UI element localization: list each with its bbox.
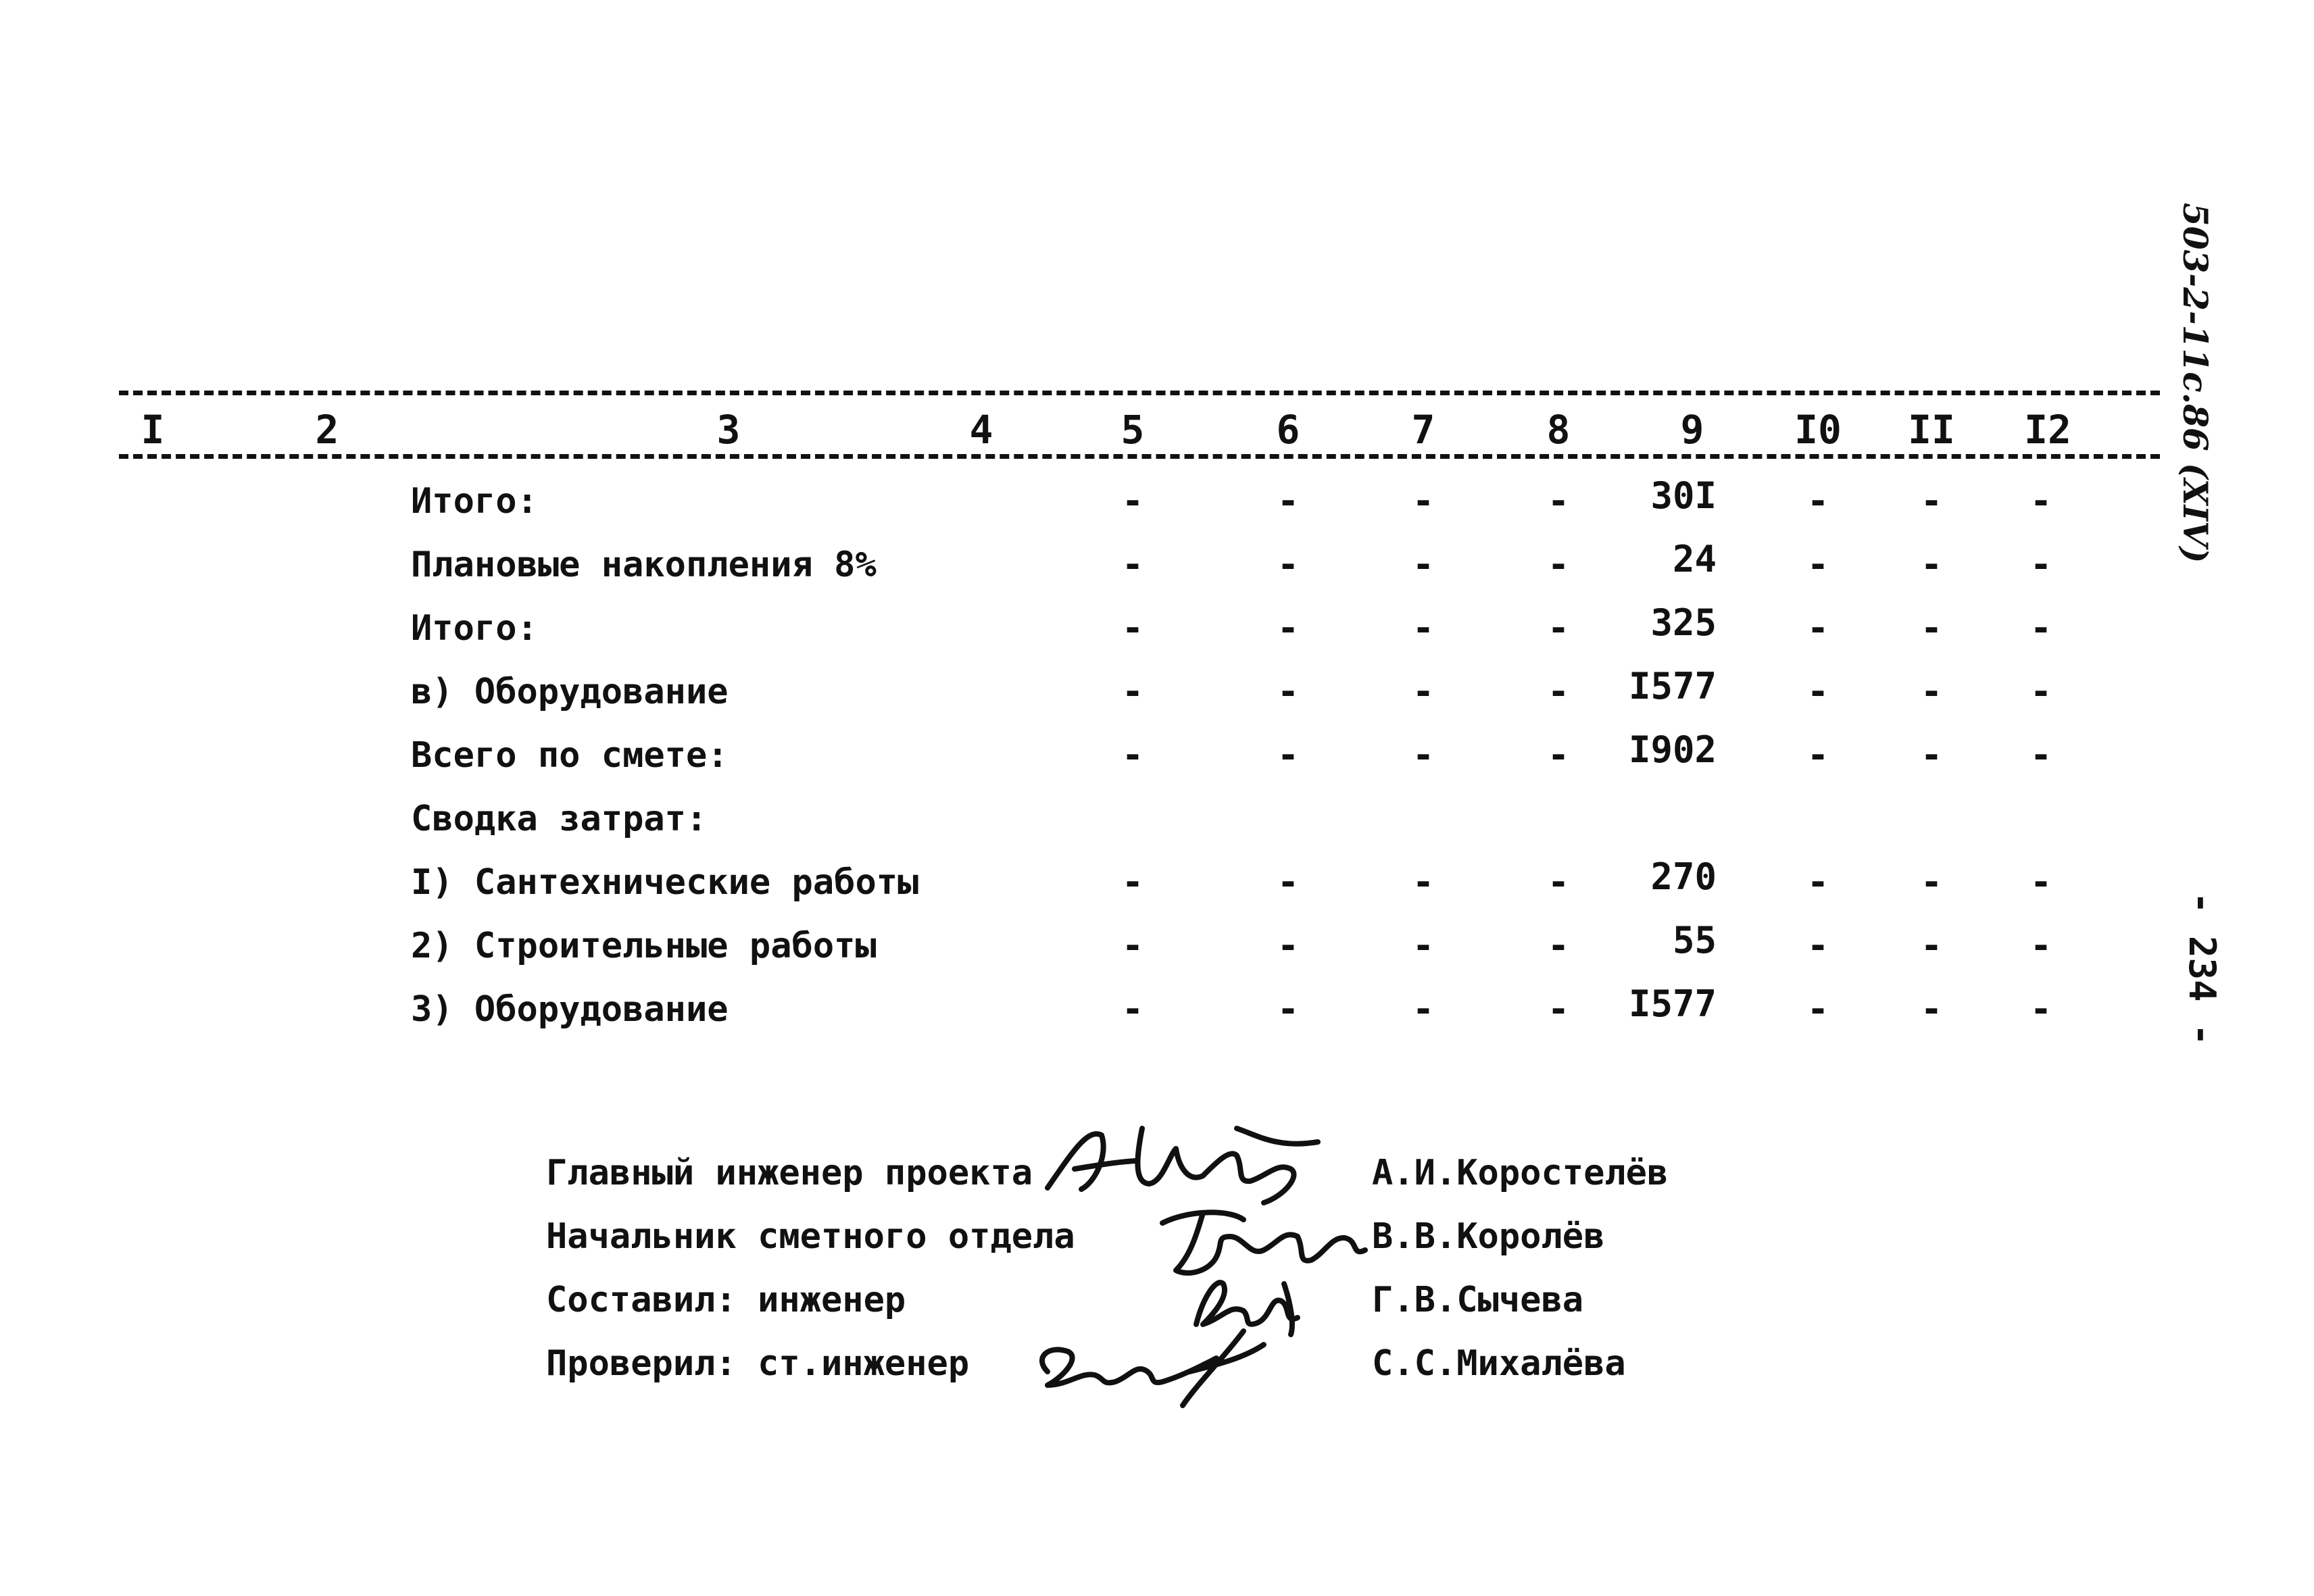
row-label: Итого: <box>411 608 538 649</box>
table-cell-col-10: - <box>1806 607 1829 649</box>
table-cell-col-7: - <box>1412 670 1435 713</box>
table-cell-col-5: - <box>1121 543 1144 586</box>
column-header-11: II <box>1908 407 1955 453</box>
table-cell-col-5: - <box>1121 924 1144 967</box>
column-header-2: 2 <box>315 407 339 453</box>
table-cell-col-6: - <box>1277 861 1300 903</box>
column-header-1: I <box>141 407 165 453</box>
table-cell-col-8: - <box>1547 988 1570 1030</box>
column-header-3: 3 <box>716 407 741 453</box>
page-number: - 234 - <box>2181 892 2223 1046</box>
table-cell-col-7: - <box>1412 924 1435 967</box>
table-cell-col-11: - <box>1920 670 1943 713</box>
table-cell-col-9: 24 <box>1672 538 1717 580</box>
table-cell-col-5: - <box>1121 670 1144 713</box>
column-header-5: 5 <box>1121 407 1145 453</box>
signature-name: А.И.Коростелёв <box>1372 1153 1669 1193</box>
row-label: Сводка затрат: <box>411 799 708 839</box>
signature-name: Г.В.Сычева <box>1372 1280 1584 1320</box>
table-cell-col-11: - <box>1920 988 1943 1030</box>
table-cell-col-10: - <box>1806 988 1829 1030</box>
row-label: в) Оборудование <box>411 672 729 712</box>
table-cell-col-10: - <box>1806 861 1829 903</box>
table-cell-col-11: - <box>1920 861 1943 903</box>
table-cell-col-10: - <box>1806 480 1829 522</box>
table-cell-col-6: - <box>1277 734 1300 776</box>
signature-role: Главный инженер проекта <box>546 1153 1033 1193</box>
table-cell-col-6: - <box>1277 670 1300 713</box>
column-header-8: 8 <box>1546 407 1571 453</box>
row-label: Всего по смете: <box>411 735 729 776</box>
signature-name: В.В.Королёв <box>1372 1216 1605 1257</box>
table-cell-col-5: - <box>1121 988 1144 1030</box>
row-label: Плановые накопления 8% <box>411 545 877 585</box>
table-cell-col-8: - <box>1547 861 1570 903</box>
table-cell-col-9: 55 <box>1672 919 1717 962</box>
table-cell-col-9: I577 <box>1628 665 1717 707</box>
table-cell-col-6: - <box>1277 480 1300 522</box>
row-label: 2) Строительные работы <box>411 926 877 966</box>
table-cell-col-7: - <box>1412 734 1435 776</box>
table-cell-col-10: - <box>1806 734 1829 776</box>
table-cell-col-8: - <box>1547 480 1570 522</box>
table-cell-col-9: I902 <box>1628 728 1717 771</box>
table-cell-col-11: - <box>1920 480 1943 522</box>
handwritten-signature-4 <box>1020 1318 1277 1412</box>
table-cell-col-12: - <box>2029 861 2052 903</box>
table-cell-col-6: - <box>1277 988 1300 1030</box>
table-cell-col-11: - <box>1920 543 1943 586</box>
table-cell-col-7: - <box>1412 988 1435 1030</box>
table-cell-col-11: - <box>1920 734 1943 776</box>
table-cell-col-5: - <box>1121 480 1144 522</box>
table-cell-col-10: - <box>1806 670 1829 713</box>
table-cell-col-5: - <box>1121 734 1144 776</box>
table-cell-col-12: - <box>2029 734 2052 776</box>
table-cell-col-7: - <box>1412 543 1435 586</box>
table-cell-col-8: - <box>1547 924 1570 967</box>
handwritten-signature-1 <box>1034 1108 1331 1210</box>
row-label: I) Сантехнические работы <box>411 862 919 903</box>
column-header-10: I0 <box>1794 407 1842 453</box>
signature-role: Начальник сметного отдела <box>546 1216 1075 1257</box>
column-header-12: I2 <box>2024 407 2071 453</box>
table-cell-col-9: 30I <box>1650 474 1717 517</box>
column-header-4: 4 <box>969 407 993 453</box>
table-cell-col-8: - <box>1547 607 1570 649</box>
signature-role: Проверил: ст.инженер <box>546 1343 970 1384</box>
table-cell-col-5: - <box>1121 861 1144 903</box>
header-rule-top <box>119 391 2160 395</box>
table-cell-col-11: - <box>1920 607 1943 649</box>
table-cell-col-6: - <box>1277 543 1300 586</box>
table-cell-col-12: - <box>2029 480 2052 522</box>
table-cell-col-10: - <box>1806 543 1829 586</box>
table-cell-col-9: 325 <box>1650 601 1717 644</box>
table-cell-col-12: - <box>2029 988 2052 1030</box>
table-cell-col-6: - <box>1277 607 1300 649</box>
row-label: Итого: <box>411 481 538 522</box>
table-cell-col-7: - <box>1412 480 1435 522</box>
table-cell-col-8: - <box>1547 734 1570 776</box>
table-cell-col-10: - <box>1806 924 1829 967</box>
table-cell-col-11: - <box>1920 924 1943 967</box>
table-cell-col-8: - <box>1547 543 1570 586</box>
signature-name: С.С.Михалёва <box>1372 1343 1626 1384</box>
table-cell-col-12: - <box>2029 543 2052 586</box>
table-cell-col-7: - <box>1412 607 1435 649</box>
document-code: 503-2-11с.86 (XIV) <box>2175 203 2215 564</box>
table-cell-col-6: - <box>1277 924 1300 967</box>
table-cell-col-7: - <box>1412 861 1435 903</box>
column-header-9: 9 <box>1680 407 1704 453</box>
table-cell-col-12: - <box>2029 924 2052 967</box>
table-cell-col-8: - <box>1547 670 1570 713</box>
header-rule-bottom <box>119 454 2160 459</box>
table-cell-col-5: - <box>1121 607 1144 649</box>
table-cell-col-12: - <box>2029 607 2052 649</box>
table-cell-col-12: - <box>2029 670 2052 713</box>
table-cell-col-9: I577 <box>1628 982 1717 1025</box>
column-header-6: 6 <box>1276 407 1300 453</box>
column-header-7: 7 <box>1411 407 1435 453</box>
row-label: 3) Оборудование <box>411 989 729 1030</box>
table-cell-col-9: 270 <box>1650 855 1717 898</box>
signature-role: Составил: инженер <box>546 1280 906 1320</box>
